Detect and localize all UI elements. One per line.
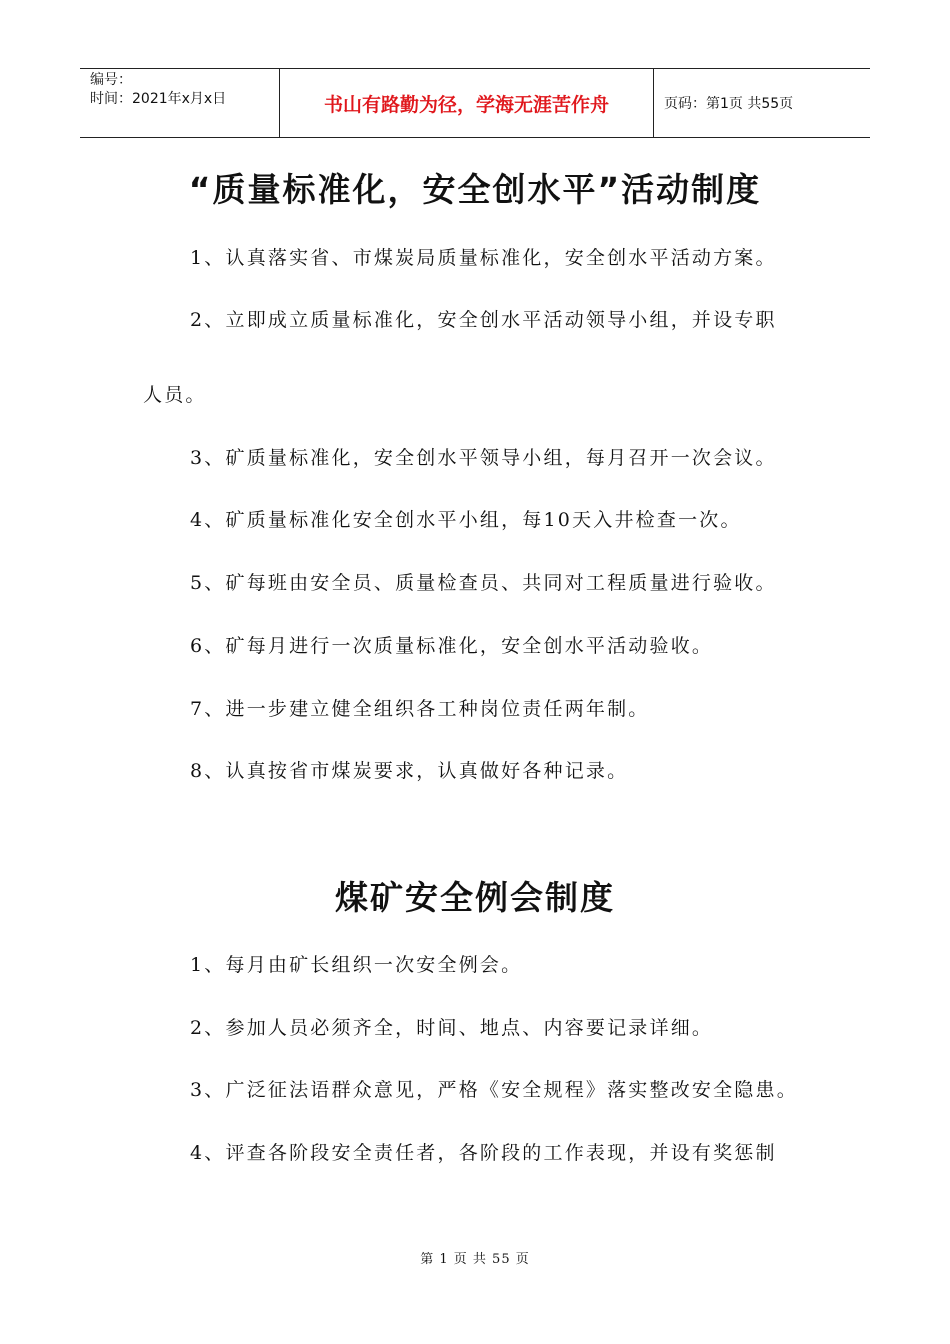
section1-item-1: 1、认真落实省、市煤炭局质量标准化，安全创水平活动方案。 <box>190 247 777 269</box>
section1-item-7: 7、进一步建立健全组织各工种岗位责任两年制。 <box>190 698 650 720</box>
section2-item-2: 2、参加人员必须齐全，时间、地点、内容要记录详细。 <box>190 1017 714 1039</box>
header-motto: 书山有路勤为径，学海无涯苦作舟 <box>280 69 654 137</box>
section1-item-3: 3、矿质量标准化，安全创水平领导小组，每月召开一次会议。 <box>190 447 777 469</box>
header-page-info: 页码：第1页 共55页 <box>664 96 794 112</box>
section2-item-4: 4、评查各阶段安全责任者，各阶段的工作表现，并设有奖惩制 <box>190 1142 777 1164</box>
section1-item-6: 6、矿每月进行一次质量标准化，安全创水平活动验收。 <box>190 635 714 657</box>
section1-item-2: 2、立即成立质量标准化，安全创水平活动领导小组，并设专职 <box>190 309 777 331</box>
document-number-label: 编号： <box>90 72 132 88</box>
document-time-label: 时间：2021年x月x日 <box>90 91 227 107</box>
section2-item-3: 3、广泛征法语群众意见，严格《安全规程》落实整改安全隐患。 <box>190 1079 798 1101</box>
section1-title: “质量标准化，安全创水平”活动制度 <box>188 170 762 209</box>
section2-title: 煤矿安全例会制度 <box>335 878 615 917</box>
section1-item-4: 4、矿质量标准化安全创水平小组，每10天入井检查一次。 <box>190 509 742 531</box>
page-footer: 第 1 页 共 55 页 <box>420 1252 530 1267</box>
section1-item-5: 5、矿每班由安全员、质量检查员、共同对工程质量进行验收。 <box>190 572 777 594</box>
section2-item-1: 1、每月由矿长组织一次安全例会。 <box>190 954 523 976</box>
header-meta <box>80 69 280 137</box>
page-header <box>80 68 870 138</box>
section1-item-8: 8、认真按省市煤炭要求，认真做好各种记录。 <box>190 760 629 782</box>
section1-item-2-continued: 人员。 <box>143 384 207 406</box>
